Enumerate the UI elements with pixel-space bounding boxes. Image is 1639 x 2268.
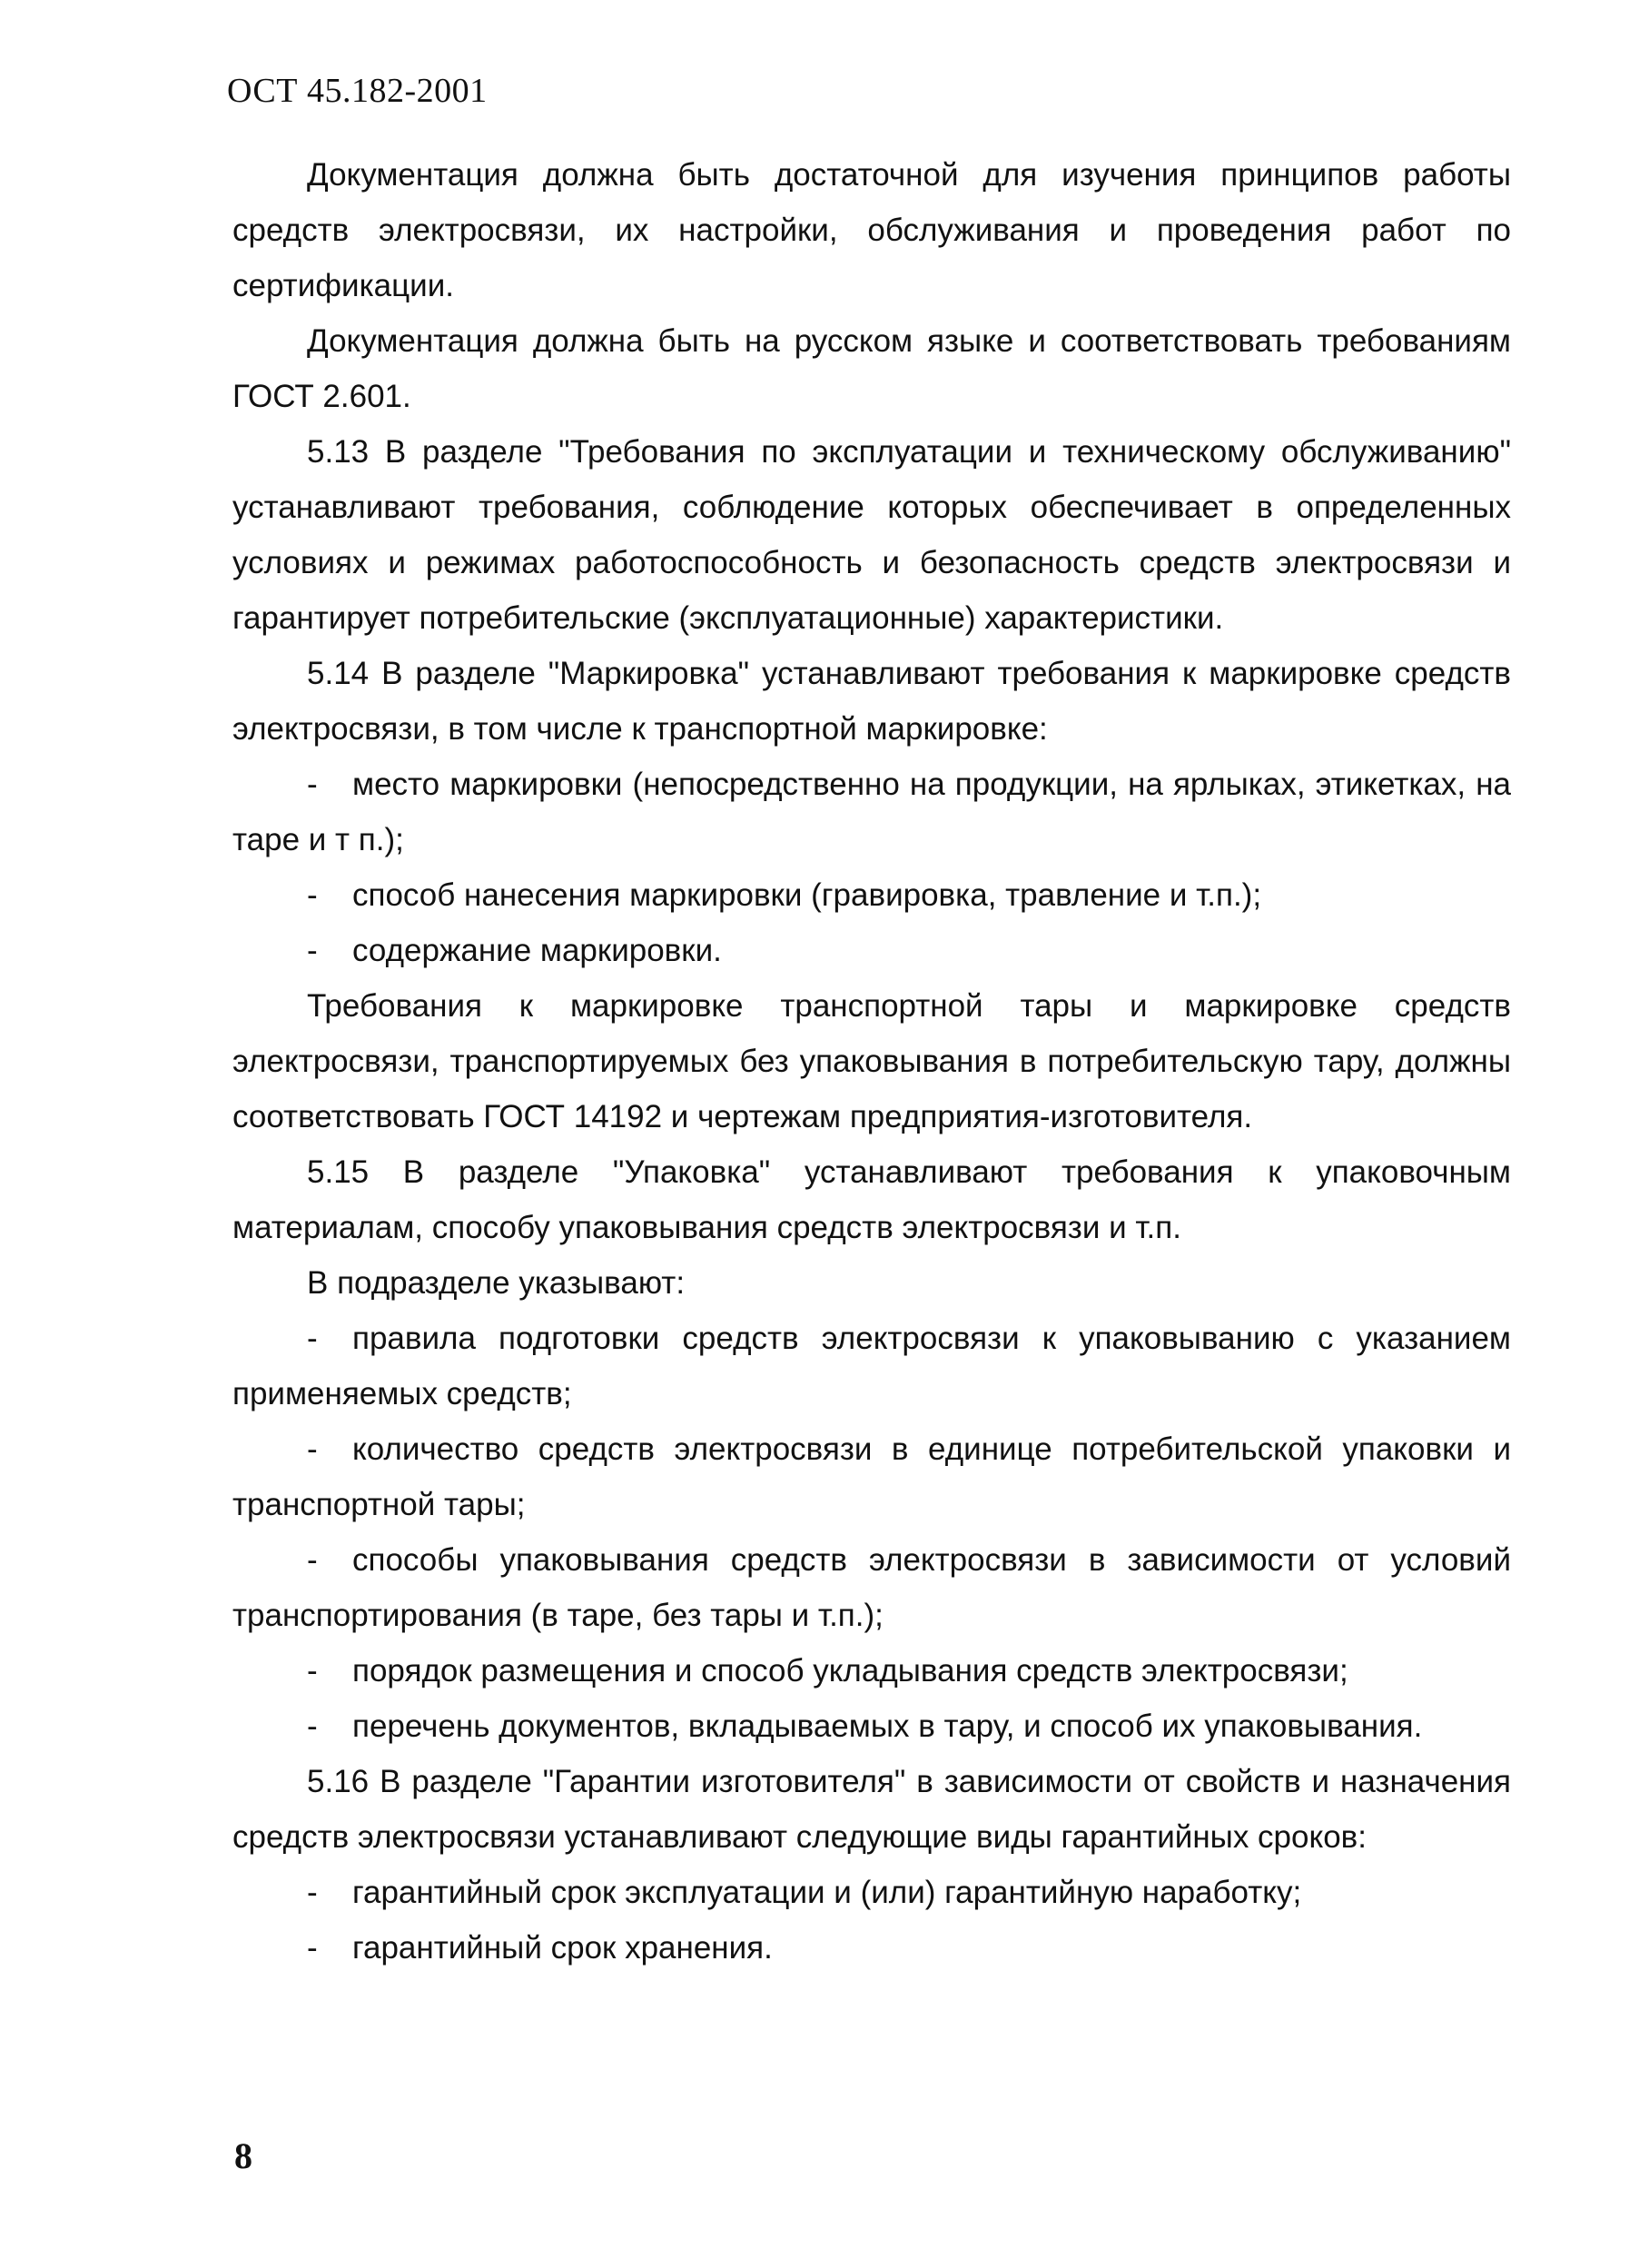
list-dash: - <box>307 933 318 968</box>
list-item-text: порядок размещения и способ укладывания средств электросвязи; <box>352 1653 1348 1689</box>
paragraph: 5.15 В разделе "Упаковка" устанавливают требования к упаковочным материалам, способу упаковывания средств электросвязи и т.п. <box>232 1154 1511 1245</box>
paragraph: Документация должна быть на русском языке и соответствовать требованиям ГОСТ 2.601. <box>232 323 1511 414</box>
list-dash: - <box>307 1708 318 1744</box>
document-code: ОСТ 45.182-2001 <box>227 72 488 110</box>
list-item-text: место маркировки (непосредственно на продукции, на ярлыках, этикетках, на таре и т п.); <box>232 767 1511 857</box>
paragraph: 5.16 В разделе "Гарантии изготовителя" в зависимости от свойств и назначения средств электросвязи устанавливают следующие виды гарантийных сроков: <box>232 1764 1511 1855</box>
list-item-text: гарантийный срок эксплуатации и (или) гарантийную наработку; <box>352 1875 1302 1910</box>
list-item <box>232 1865 1511 1920</box>
paragraph: В подразделе указывают: <box>307 1265 686 1301</box>
list-item <box>232 1920 1511 1976</box>
list-item <box>232 1421 1511 1532</box>
list-item-text: перечень документов, вкладываемых в тару, и способ их упаковывания. <box>352 1708 1423 1744</box>
list-item-text: гарантийный срок хранения. <box>352 1930 773 1966</box>
list-item-text: количество средств электросвязи в единице потребительской упаковки и транспортной тары; <box>232 1431 1511 1522</box>
list-item-text: правила подготовки средств электросвязи к упаковыванию с указанием применяемых средств; <box>232 1321 1511 1411</box>
list-dash: - <box>307 1875 318 1910</box>
list-item <box>232 757 1511 867</box>
list-dash: - <box>307 767 318 802</box>
page-number: 8 <box>234 2135 252 2176</box>
list-dash: - <box>307 1321 318 1356</box>
list-dash: - <box>307 1930 318 1966</box>
list-item-text: способ нанесения маркировки (гравировка, травление и т.п.); <box>352 877 1262 913</box>
list-dash: - <box>307 877 318 913</box>
list-item-text: способы упаковывания средств электросвязи в зависимости от условий транспортирования (в таре, без тары и т.п.); <box>232 1542 1511 1633</box>
list-item <box>232 1532 1511 1643</box>
list-item-text: содержание маркировки. <box>352 933 722 968</box>
list-item <box>232 1643 1511 1699</box>
document-body <box>232 147 1511 1976</box>
list-dash: - <box>307 1431 318 1467</box>
list-dash: - <box>307 1542 318 1578</box>
list-dash: - <box>307 1653 318 1689</box>
list-item <box>232 867 1511 923</box>
paragraph: 5.13 В разделе "Требования по эксплуатации и техническому обслуживанию" устанавливают требования, соблюдение которых обеспечивает в определенных условиях и режимах работоспособность и безопасность средств электросвязи и гарантирует потребительские (эксплуатационные) характеристики. <box>232 434 1511 636</box>
paragraph: Требования к маркировке транспортной тары и маркировке средств электросвязи, транспортируемых без упаковывания в потребительскую тару, должны соответствовать ГОСТ 14192 и чертежам предприятия-изготовителя. <box>232 988 1511 1134</box>
list-item <box>232 923 1511 978</box>
list-item <box>232 1699 1511 1754</box>
paragraph: 5.14 В разделе "Маркировка" устанавливают требования к маркировке средств электросвязи, в том числе к транспортной маркировке: <box>232 656 1511 747</box>
paragraph: Документация должна быть достаточной для изучения принципов работы средств электросвязи, их настройки, обслуживания и проведения работ по сертификации. <box>232 157 1511 303</box>
list-item <box>232 1311 1511 1421</box>
